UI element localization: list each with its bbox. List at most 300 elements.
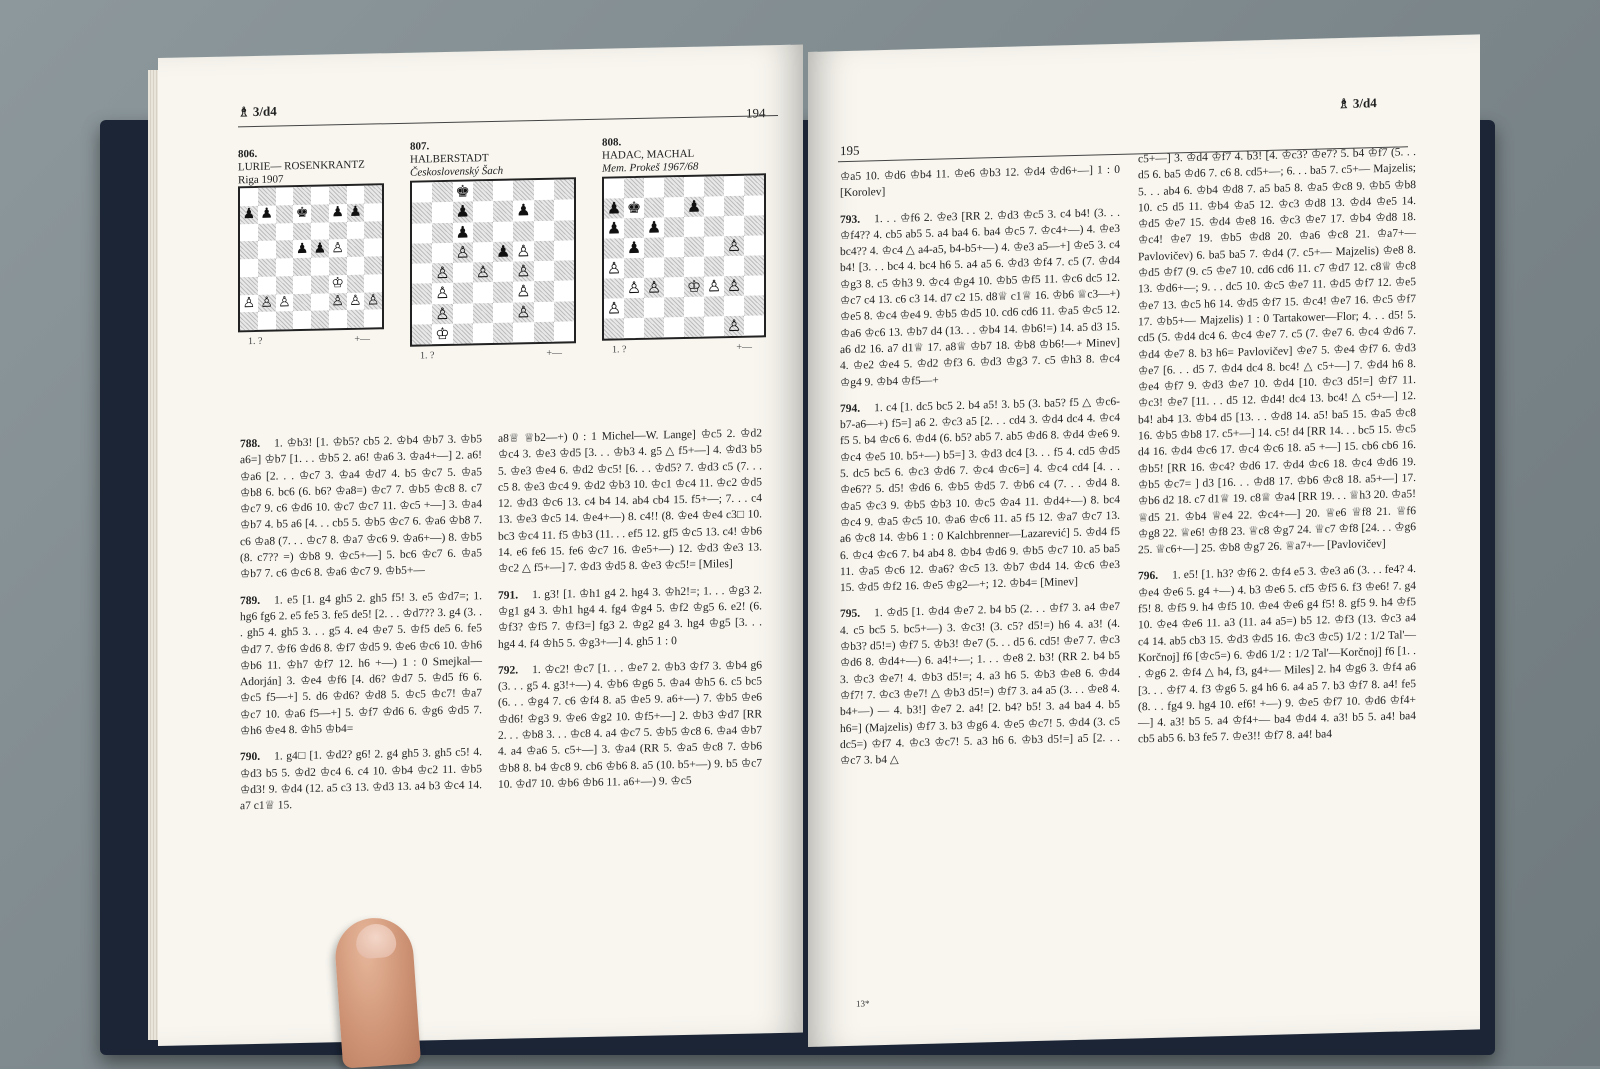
board-square [240, 206, 258, 224]
board-square [604, 218, 624, 238]
board-square [664, 257, 684, 277]
board-square [473, 221, 493, 242]
board-square [493, 221, 513, 242]
chess-piece: ♟ [455, 203, 470, 222]
board-square [240, 259, 258, 277]
problem-number: 789. [240, 594, 261, 607]
board-square [364, 256, 382, 274]
board-square [311, 275, 329, 293]
solution-text: 1. e5 [1. g4 gh5 2. gh5 f5! 3. e5 ♔d7=; 1. hg6 fg6 2. e5 fe5 3. fe5 de5! [2. . . ♔d7?? 3. g4 (3. . . gh5 4. gh5 3. . . g5 4. e4 ♔e7 5. ♔f5 de5 6. fe5 ♔d7 7. ♔f6 ♔d6 8. ♔f7 ♔d5 9. ♔e6 ♔c6 10. ♔h6 ♔b6 11. ♔h7 ♔f7 12. h6 +—) 1 : 0 Smejkal—Adorján] 3. ♔e4 ♔f6 [4. d6? ♔d7 5. ♔d5 f6 6. ♔c5 f5—+] 5. d6 ♔d6? ♔d8 5. ♔c5 ♔c7! ♔a7 ♔c7 10. ♔a6 f5—+] 5. ♔f7 ♔d6 6. ♔g6 ♔d5 7. ♔h6 ♔e4 8. ♔h5 ♔b4= [240, 589, 482, 738]
board-square [276, 205, 294, 223]
board-square [513, 302, 533, 323]
board-square [453, 222, 473, 243]
solution-paragraph [840, 394, 1120, 597]
board-square [624, 278, 644, 298]
board-square [364, 221, 382, 239]
board-square [513, 281, 533, 302]
board-square [432, 202, 452, 223]
diagram-num: 807. [410, 140, 430, 153]
board-square [513, 241, 533, 262]
board-square [724, 216, 744, 236]
chess-piece: ♟ [606, 220, 622, 238]
board-square [684, 257, 704, 277]
board-square [276, 223, 294, 241]
board-square [258, 276, 276, 294]
board-square [664, 217, 684, 237]
chess-piece: ♔ [331, 276, 344, 292]
chess-piece: ♙ [726, 237, 742, 256]
right-column-1 [840, 162, 1120, 780]
chess-piece: ♙ [260, 295, 273, 311]
board-square [493, 201, 513, 222]
board-square [744, 275, 764, 295]
board-square [311, 293, 329, 311]
chess-piece: ♙ [516, 303, 531, 322]
board-square [473, 242, 493, 263]
solution-paragraph [240, 588, 482, 740]
board-square [311, 186, 329, 204]
chess-piece: ♟ [455, 224, 470, 242]
diagram-task: 1. ? [420, 350, 435, 362]
problem-number: 795. [840, 608, 861, 621]
board-square [493, 181, 513, 202]
problem-number: 790. [240, 751, 261, 764]
board-square [240, 188, 258, 206]
board-square [664, 317, 684, 337]
solution-paragraph [498, 425, 762, 577]
board-square [493, 241, 513, 262]
board-square [664, 177, 684, 197]
chess-piece: ♙ [242, 295, 256, 312]
board-square [432, 263, 452, 284]
board-square [347, 274, 365, 292]
board-square [412, 223, 432, 244]
board-square [704, 256, 724, 276]
solution-paragraph [1138, 144, 1416, 559]
board-square [432, 283, 452, 304]
board-square [364, 203, 382, 221]
board-square [258, 188, 276, 206]
board-square [311, 257, 329, 275]
board-square [258, 205, 276, 223]
board-square [240, 241, 258, 259]
board-square [684, 277, 704, 297]
board-square [240, 223, 258, 241]
board-square [724, 296, 744, 316]
board-square [493, 302, 513, 323]
board-square [311, 240, 329, 258]
board-square [347, 292, 365, 310]
board-square [534, 220, 554, 241]
chess-piece: ♟ [349, 204, 362, 221]
board-square [240, 312, 258, 330]
board-square [347, 203, 365, 221]
board-square [664, 197, 684, 217]
chess-piece: ♙ [331, 293, 344, 310]
chess-piece: ♔ [686, 278, 702, 296]
left-page-number: 194 [746, 105, 766, 121]
diagram-heading [602, 133, 762, 175]
board-square [744, 315, 764, 335]
chess-diagram [602, 173, 766, 340]
board-square [364, 185, 382, 203]
solution-text: a8♕ ♕b2—+) 0 : 1 Michel—W. Lange] ♔c5 2. ♔d2 ♔c4 3. ♔e3 ♔d5 [3. . . ♔b3 4. g5 △ f5+—] 4. ♔d3 b5 5. ♔e3 ♔e4 6. ♔d2 ♔c5! [6. . . ♔d5? 7. ♔d3 c5 (7. . . c5 8. ♔e3 ♔c4 9. ♔d2 ♔b3 10. ♔c1 ♔c4 11. ♔c2 ♔d5 12. ♔d3 ♔c6 13. c4 b4 14. ab4 cb4 15. f5+—; 7. . . c4 13. ♔e3 ♔c5 14. ♔e4+—) 8. c4!! (8. ♔e4 ♔e4 c3□ 10. bc3 ♔c4 11. f5 ♔b3 (11. . . ef5 12. gf5 ♔c5 13. c4! ♔b6 14. e6 fe6 15. fe6 ♔c7 16. ♔e5+—) 12. ♔d3 ♔e3 13. ♔c2 △ f5+—] 7. ♔d3 ♔d5 8. ♔e3 ♔c5!= [Miles] [498, 427, 762, 576]
solution-paragraph [240, 745, 482, 815]
board-square [293, 258, 311, 276]
left-column-2 [498, 425, 762, 803]
board-square [704, 176, 724, 196]
chess-piece: ♚ [626, 199, 642, 218]
board-square [412, 263, 432, 284]
board-square [554, 321, 574, 342]
board-square [624, 238, 644, 258]
solution-paragraph [1138, 562, 1416, 749]
board-square [644, 177, 664, 197]
board-square [453, 242, 473, 263]
board-square [624, 178, 644, 198]
board-square [453, 202, 473, 223]
board-square [684, 297, 704, 317]
board-square [473, 181, 493, 202]
board-square [258, 259, 276, 277]
board-square [473, 282, 493, 303]
board-square [644, 197, 664, 217]
board-square [329, 310, 347, 328]
board-square [724, 316, 744, 336]
diagram-footer [248, 334, 370, 348]
solution-paragraph [498, 657, 762, 793]
board-square [293, 276, 311, 294]
board-square [311, 222, 329, 240]
board-square [412, 324, 432, 345]
board-square [258, 223, 276, 241]
board-square [240, 294, 258, 312]
board-square [644, 277, 664, 297]
board-square [684, 317, 704, 337]
board-square [684, 217, 704, 237]
board-square [473, 323, 493, 344]
board-square [347, 239, 365, 257]
board-square [311, 311, 329, 329]
chess-piece: ♙ [435, 285, 450, 303]
diagram-result: +— [546, 347, 562, 359]
board-square [554, 301, 574, 322]
board-square [554, 240, 574, 261]
chess-piece: ♟ [626, 239, 642, 258]
solution-paragraph [498, 582, 762, 653]
board-square [534, 301, 554, 322]
board-square [473, 201, 493, 222]
board-square [724, 196, 744, 216]
board-square [453, 283, 473, 304]
board-square [347, 257, 365, 275]
board-square [604, 238, 624, 258]
left-page [158, 44, 803, 1046]
solution-text: 1. c4 [1. dc5 bc5 2. b4 a5! 3. b5 (3. ba5? f5 △ ♔c6-b7-a6—+) f5=] a6 2. ♔c3 a5 [2. . . cd4 3. ♔d4 dc4 4. ♔c4 f5 5. b4 ♔c6 6. ♔d4 (6. b5? ab5 7. ab5 ♔d6 8. ♔d4 ♔e6 9. ♔c4 ♔e5 10. b5+—) b5=] 3. ♔d3 dc4 [3. . . f5 4. cd5 ♔d5 5. dc5 bc5 6. ♔c3 ♔d6 7. ♔c4 ♔c6=] 4. ♔c4 cd4 [4. . . ♔e6?? 5. d5! ♔d6 6. ♔b5 ♔d5 7. ♔b6 c4 (7. . . ♔d4 8. ♔a5 ♔c3 9. ♔b5 ♔b3 10. ♔c5 ♔a4 11. ♔d4+—) 8. bc4 ♔c4 9. ♔a5 ♔c5 10. ♔a6 ♔c6 11. a5 f5 12. ♔a7 ♔c7 13. a6 ♔c8 14. ♔b6 1 : 0 Kalchbrenner—Lazarević] 5. ♔d4 f5 6. ♔c4 ♔c6 7. b4 ab4 8. ♔b4 ♔d6 9. ♔b5 ♔c7 10. a5 ba5 11. ♔a5 ♔c6 12. ♔a6? ♔c5 13. ♔b7 ♔d4 14. ♔c6 ♔e3 15. ♔d5 ♔f2 16. ♔e5 ♔g2—+; 12. ♔b4= [Minev] [840, 395, 1120, 595]
right-page-number: 195 [840, 142, 860, 159]
board-square [513, 261, 533, 282]
board-square [293, 240, 311, 258]
board-square [534, 180, 554, 201]
board-square [329, 293, 347, 311]
board-square [624, 318, 644, 338]
board-square [534, 261, 554, 282]
board-square [276, 276, 294, 294]
board-square [364, 310, 382, 328]
board-square [724, 276, 744, 296]
board-square [744, 235, 764, 255]
board-square [513, 180, 533, 201]
board-square [364, 274, 382, 292]
board-square [276, 294, 294, 312]
board-square [493, 262, 513, 283]
solution-text: 1. g4□ [1. ♔d2? g6! 2. g4 gh5 3. gh5 c5! 4. ♔d3 b5 5. ♔d2 ♔c4 6. c4 10. ♔b4 ♔c2 11. ♔b5 ♔d3! 9. ♔d4 (12. a5 c3 13. ♔d3 13. a4 b3 ♔c4 14. a7 c1♕ 15. [240, 746, 482, 813]
board-square [624, 218, 644, 238]
chess-piece: ♙ [366, 293, 380, 309]
board-square [329, 275, 347, 293]
diagram-names: HADAC, MACHAL [602, 147, 695, 162]
board-square [311, 204, 329, 222]
solution-paragraph [840, 162, 1120, 202]
board-square [644, 217, 664, 237]
chess-piece: ♟ [686, 198, 702, 216]
board-square [513, 322, 533, 343]
chess-piece: ♙ [278, 295, 291, 311]
chess-piece: ♟ [313, 241, 327, 257]
board-square [364, 292, 382, 310]
signature-mark: 13* [856, 998, 870, 1009]
diagram-result: +— [736, 341, 752, 353]
board-square [664, 277, 684, 297]
board-square [453, 181, 473, 202]
board-square [554, 281, 574, 302]
chess-piece: ♟ [260, 206, 273, 222]
board-square [554, 200, 574, 221]
board-square [644, 297, 664, 317]
board-square [704, 216, 724, 236]
board-square [347, 186, 365, 204]
board-square [704, 316, 724, 336]
right-column-2 [1138, 144, 1416, 758]
board-square [684, 237, 704, 257]
problem-number: 792. [498, 664, 519, 677]
board-square [329, 222, 347, 240]
board-square [293, 205, 311, 223]
board-square [513, 200, 533, 221]
board-square [664, 237, 684, 257]
chess-piece: ♟ [646, 219, 662, 237]
solution-paragraph [240, 431, 482, 583]
diagram-heading [238, 145, 398, 187]
chess-piece: ♙ [516, 283, 531, 301]
board-square [704, 296, 724, 316]
problem-number: 794. [840, 402, 861, 416]
board-square [704, 276, 724, 296]
board-square [276, 240, 294, 258]
chess-piece: ♙ [606, 300, 622, 318]
board-square [534, 321, 554, 342]
board-square [684, 177, 704, 197]
board-square [412, 203, 432, 224]
chess-piece: ♙ [646, 279, 662, 297]
board-square [554, 220, 574, 241]
board-square [554, 260, 574, 281]
board-square [432, 222, 452, 243]
chess-piece: ♙ [516, 263, 531, 281]
board-square [604, 318, 624, 338]
diagram-year: Riga 1907 [238, 173, 284, 187]
chess-piece: ♔ [435, 325, 450, 344]
board-square [554, 179, 574, 200]
solution-text: 1. e5! [1. h3? ♔f6 2. ♔f4 e5 3. ♔e3 a6 (3. . . fe4? 4. ♔e4 ♔e6 5. g4 +—) 4. b3 ♔e6 5. cf5 ♔f5 6. f3 ♔e6! 7. g4 f5! 8. ♔f5 9. h4 ♔f5 10. ♔e4 ♔e6 g4 f5! 8. gf5 9. h4 ♔f5 10. ♔e4 ♔e6 11. a3 (11. a4 a5=) b5 12. ♔f3 (13. ♔c3 a4 c4 14. ab5 cb3 15. ♔d3 ♔d5 16. ♔c3 ♔c5) 1/2 : 1/2 Tal'—Korčnoj] f6 [♔c5=) 6. ♔d6 1/2 : 1/2 Tal'—Korčnoj] f6 [1. . . ♔g6 2. ♔f4 △ h4, f3, g4+— Miles] 2. h4 ♔g6 3. ♔f4 a6 [3. . . ♔f7 4. f3 ♔g6 5. g4 h6 6. a4 a5 7. b3 ♔f7 8. a4! fe5 (8. . . fg4 9. hg4 10. ef6! +—) 9. ♔e5 ♔f7 10. ♔d6 ♔f4+—] 4. a3! b5 5. a4 ♔f4+— ba4 ♔d4 4. a3! b5 5. a4! ba4 cb5 ab5 6. b3 fe5 7. ♔e3!! ♔f7 8. a4! ba4 [1138, 563, 1416, 746]
chess-piece: ♙ [726, 317, 742, 336]
board-square [329, 186, 347, 204]
diagram-task: 1. ? [612, 344, 627, 356]
chess-piece: ♙ [706, 278, 722, 296]
diagram-source: Československý Šach [410, 164, 504, 179]
board-square [347, 221, 365, 239]
chess-diagram [238, 183, 384, 332]
chess-piece: ♙ [606, 260, 622, 278]
solution-text: c5+—] 3. ♔d4 ♔f7 4. b3! [4. ♔c3? ♔e7? 5. b4 ♔f7 (5. . . d5 6. ba5 ♔d6 7. c6 8. cd5+—; 6. . . ba5 7. c5+— Majzelis; 5. . . ab4 6. ♔b4 ♔d8 7. a5 ba5 8. ♔a5 ♔c8 9. ♔b5 ♔b8 10. c5 d5 11. ♔b4 ♔a5 12. ♔c3 ♔d8 13. ♔d4 ♔e5 14. ♔d5 ♔e7 15. ♔d4 ♔e8 16. ♔c3 ♔e7 17. ♔b4 ♔d8 18. ♔c4! ♔e7 19. ♔b5 ♔d8 20. ♔a6 ♔c8 21. ♔a7+— Pavlovičev) 6. ba5 ba5 7. ♔d4 (7. c5+— Majzelis) ♔e8 8. ♔d5 ♔f7 (9. c5 ♔e7 10. cd6 cd6 11. c7 ♔d7 12. c8♕ ♔c8 13. ♔d6+—; 9. . . dc5 10. ♔c5 ♔e7 11. ♔d5 ♔f7 12. ♔e5 ♔e7 13. ♔c5 h6 14. ♔d5 ♔f7 15. ♔c4! ♔e7 16. ♔c5 ♔f7 17. ♔b5+— Majzelis) 1 : 0 Tartakower—Flor; 4. . . d5! 5. cd5 (5. ♔d4 dc4 6. ♔c4 ♔e7 7. c5 (7. ♔e7 6. ♔c4 ♔d6 7. ♔d4 ♔e7 8. b3 h6= Pavlovičev] ♔e7 5. ♔e4 ♔f7 6. ♔d3 ♔e7 [6. . . d5 7. ♔d4 dc4 8. bc4! △ c5+—] 7. ♔d4 h6 8. ♔e4 ♔f7 9. ♔d3 ♔e7 10. ♔d4 [10. ♔c3 d5!=] ♔f7 11. ♔c3! ♔e7 [11. . . d5 12. ♔d4! dc4 13. bc4! △ c5+—] 12. b4! ab4 13. ♔b4 d5 [13. . . ♔d8 14. a5! ba5 15. ♔a5 ♔c8 16. ♔b5 ♔b8 17. c5+—] 14. c5! d4 [RR 14. . . bc5 15. ♔c5 d4 16. ♔d4 ♔c6 17. ♔c4 ♔c6 18. a5 +—] 15. cb6 cb6 16. ♔b5! [RR 16. ♔c4? ♔d6 17. ♔d4 ♔c6 18. ♔c4 ♔d6 19. ♔b5 ♔c7= ] d3 [16. . . ♔d8 17. ♔b6 ♔c8 18. a5+—] 17. ♔b6 d2 18. c7 d1♕ 19. c8♕ ♔a4 [RR 19. . . ♕h3 20. ♔a5! ♕d5 21. ♔b4 ♕e4 22. ♔c4+—] 20. ♕e6 ♕f8 21. ♕f6 ♔g8 22. ♕e6! ♔f8 23. ♕c8 ♔g7 24. ♕c7 ♔f8 [24. . . ♔g6 25. ♕c6+—] 25. ♔b8 ♔g7 26. ♕a7+— [Pavlovičev] [1138, 146, 1416, 557]
board-square [513, 221, 533, 242]
board-square [453, 303, 473, 324]
chess-piece: ♚ [295, 205, 309, 222]
board-square [432, 303, 452, 324]
right-page [808, 34, 1480, 1047]
diagram-result: +— [354, 333, 370, 345]
chess-piece: ♟ [242, 207, 256, 223]
chess-piece: ♟ [606, 200, 622, 218]
board-square [329, 257, 347, 275]
board-square [744, 175, 764, 195]
chess-piece: ♙ [455, 244, 470, 262]
problem-number: 791. [498, 589, 519, 602]
board-square [258, 294, 276, 312]
board-square [347, 310, 365, 328]
board-square [412, 284, 432, 305]
problem-number: 793. [840, 213, 861, 226]
board-square [276, 187, 294, 205]
board-square [240, 277, 258, 295]
diagram-footer [612, 342, 752, 356]
board-square [293, 187, 311, 205]
board-square [744, 215, 764, 235]
diagram-source: Mem. Prokeš 1967/68 [602, 160, 699, 175]
chess-piece: ♙ [435, 265, 450, 283]
board-square [724, 256, 744, 276]
board-square [604, 198, 624, 218]
solution-paragraph [840, 599, 1120, 769]
solution-text: 1. g3! [1. ♔h1 g4 2. hg4 3. ♔h2!=; 1. . . ♔g3 2. ♔g1 g4 3. ♔h1 hg4 4. fg4 ♔g4 5. ♔f2 ♔g5 6. e2! (6. ♔f3? ♔f5 7. ♔f3=] fg3 2. ♔g2 g4 3. hg4 ♔g5 [3. . . hg4 4. f4 ♔h5 5. ♔g3+—] 4. gh5 1 : 0 [498, 584, 762, 651]
board-square [624, 258, 644, 278]
board-square [604, 278, 624, 298]
diagram-names: LURIE— ROSENKRANTZ [238, 158, 365, 174]
board-square [412, 243, 432, 264]
board-square [473, 302, 493, 323]
board-square [724, 176, 744, 196]
board-square [493, 282, 513, 303]
board-square [644, 237, 664, 257]
board-square [604, 258, 624, 278]
board-square [534, 240, 554, 261]
board-square [534, 281, 554, 302]
board-square [293, 293, 311, 311]
board-square [684, 197, 704, 217]
right-page-header: ♗ 3/d4 [1338, 95, 1377, 112]
header-rule [238, 115, 778, 127]
board-square [329, 239, 347, 257]
board-square [432, 243, 452, 264]
board-square [664, 297, 684, 317]
board-square [276, 258, 294, 276]
left-column-1 [240, 431, 482, 825]
board-square [744, 295, 764, 315]
chess-piece: ♙ [435, 305, 450, 323]
board-square [624, 298, 644, 318]
solution-text: 1. . . ♔f6 2. ♔e3 [RR 2. ♔d3 ♔c5 3. c4 b4! (3. . . ♔f4?? 4. cb5 ab5 5. a4 ba4 6. ba4 ♔c5 7. ♔c4+—) 4. ♔e3 bc4?? 4. ♔c4 △ a4-a5, b4-b5+—) 4. ♔e3 a5—+] ♔e5 3. c4 b4! [3. . . bc4 4. bc4 h6 5. a4 a5 6. ♔d3 ♔f4 7. c5 (7. ♔d4 ♔g3 8. c5 ♔h3 9. ♔c4 ♔g4 10. ♔b5 ♔f5 11. ♔c6 dc5 12. ♔c7 c4 13. c6 c3 14. d7 c2 15. d8♕ c1♕ 16. ♔b6 ♕c3—+) ♔e5 8. ♔c4 ♔e4 9. ♔b5 ♔d5 10. cd6 cd6 11. ♔a5 ♔c5 12. ♔a6 ♔c6 13. ♔b7 d4 (13. . . ♔b4 14. ♔b6!=) 14. a5 d3 15. a6 d2 16. a7 d1♕ 17. a8♕ ♔b7 18. ♔b8 ♔b6!—+ Minev] 4. ♔e2 ♔e4 5. ♔d2 ♔f3 6. ♔d3 ♔g3 7. c5 ♔h3 8. ♔c4 ♔g4 9. ♔b4 ♔f5—+ [840, 206, 1120, 389]
board-square [493, 322, 513, 343]
board-square [364, 239, 382, 257]
board-square [293, 222, 311, 240]
board-square [473, 262, 493, 283]
diagram-names: HALBERSTADT [410, 152, 489, 166]
solution-text: 1. ♔c2! ♔c7 [1. . . ♔e7 2. ♔b3 ♔f7 3. ♔b4 g6 (3. . . g5 4. g3!+—) 4. ♔b6 ♔g6 5. ♔a4 ♔h5 6. c5 bc5 (6. . . ♔g4 7. c6 ♔f4 8. a5 ♔e5 9. a6+—) 7. ♔b5 ♔e6 ♔d6! ♔g3 9. ♔e6 ♔g2 10. ♔f5+—] 2. ♔b3 ♔d7 [RR 2. . . ♔b8 3. . . ♔c8 4. a4 ♔c7 5. ♔b5 ♔c8 6. ♔a4 ♔b7 4. a4 ♔a6 5. c5+—] 3. ♔a4 (RR 5. ♔a5 ♔c8 7. ♔b6 ♔b8 8. b4 ♔c8 9. cb6 ♔b6 8. a5 (10. b5+—) 9. b5 ♔c7 10. ♔d7 10. ♔b6 ♔b6 11. a6+—) 9. ♔c5 [498, 659, 762, 791]
board-square [258, 241, 276, 259]
board-square [724, 236, 744, 256]
chess-piece: ♙ [726, 277, 742, 296]
chess-piece: ♟ [331, 205, 344, 221]
board-square [412, 182, 432, 203]
board-square [276, 311, 294, 329]
chess-piece: ♚ [455, 183, 470, 201]
chess-piece: ♙ [331, 240, 344, 256]
board-square [453, 262, 473, 283]
board-square [604, 178, 624, 198]
chess-piece: ♙ [516, 243, 531, 261]
chess-piece: ♟ [495, 243, 511, 261]
board-square [412, 304, 432, 325]
board-square [644, 317, 664, 337]
board-square [432, 324, 452, 345]
chess-piece: ♟ [295, 241, 309, 257]
chess-piece: ♙ [626, 279, 642, 298]
board-square [432, 182, 452, 203]
solution-text: 1. ♔d5 [1. ♔d4 ♔e7 2. b4 b5 (2. . . ♔f7 3. a4 ♔e7 4. c5 bc5 5. bc5+—) 3. ♔c3! (3. c5? d5!=) h6 4. a3! (4. ♔b3? d5!=) ♔f7 5. ♔b3! ♔e7 (5. . . d5 6. cd5! ♔e7 7. ♔c3 ♔d6 8. ♔d4+—) 6. a4!+—; 1. . . ♔e8 2. b3! (RR 2. b4 b5 3. ♔c3 ♔e7! 4. ♔b3 d5!=; 4. a3 h6 5. ♔b3 ♔e8 6. ♔d4 ♔f7! 7. ♔c3 ♔e7! △ ♔b3 d5!=) ♔f7 3. a4 a5 (3. . . ♔e8 4. b4+—) — 4. b3!] ♔e7 2. a4! [2. b4? b5! 3. a4 ba4 4. b5 h6=] (Majzelis) ♔f7 3. b3 ♔g6 4. ♔e5 ♔c7! 5. ♔d4 (3. c5 dc5=) ♔f7 4. ♔c3 ♔c7! 5. a3 h6 6. ♔b3 d5!=] a5 [2. . . ♔c7 3. b4 △ [840, 601, 1120, 768]
diagram-footer [420, 348, 562, 362]
board-square [258, 312, 276, 330]
board-square [704, 236, 724, 256]
board-square [604, 298, 624, 318]
board-square [293, 311, 311, 329]
problem-number: 788. [240, 437, 261, 451]
board-square [534, 200, 554, 221]
diagram-num: 808. [602, 136, 622, 149]
solution-text: 1. ♔b3! [1. ♔b5? cb5 2. ♔b4 ♔b7 3. ♔b5 a6=] ♔b7 [1. . . ♔b5 2. a6! ♔a6 3. ♔a4+—] 2. a6! ♔a6 [2. . . ♔c7 3. ♔a4 ♔d7 4. b5 ♔c7 5. ♔a5 ♔b8 6. bc6 (6. b6? ♔a8=) ♔c7 7. ♔b5 ♔c8 8. c7 ♔c7 9. c6 ♔d6 10. ♔c7 ♔c7 11. ♔c5 +—] 3. ♔a4 ♔b7 4. b5 a6 [4. . . cb5 5. ♔b5 ♔c7 6. ♔a6 ♔b8 7. c6 ♔a8 (7. . . ♔c7 8. ♔a7 ♔c6 9. ♔a6+—) 8. ♔b5 (8. c7?? =) ♔b8 9. ♔c5+—] 5. bc6 ♔c7 6. ♔a5 ♔b7 7. c6 ♔c6 8. ♔a6 ♔c7 9. ♔b5+— [240, 433, 482, 581]
board-square [744, 195, 764, 215]
chess-piece: ♟ [516, 202, 531, 220]
board-square [453, 323, 473, 344]
board-square [744, 255, 764, 275]
board-square [704, 196, 724, 216]
chess-piece: ♙ [475, 264, 491, 282]
left-page-header: ♗ 3/d4 [238, 103, 277, 120]
chess-piece: ♙ [349, 293, 362, 309]
board-square [644, 257, 664, 277]
problem-number: 796. [1138, 570, 1159, 583]
board-square [329, 204, 347, 222]
board-square [624, 198, 644, 218]
